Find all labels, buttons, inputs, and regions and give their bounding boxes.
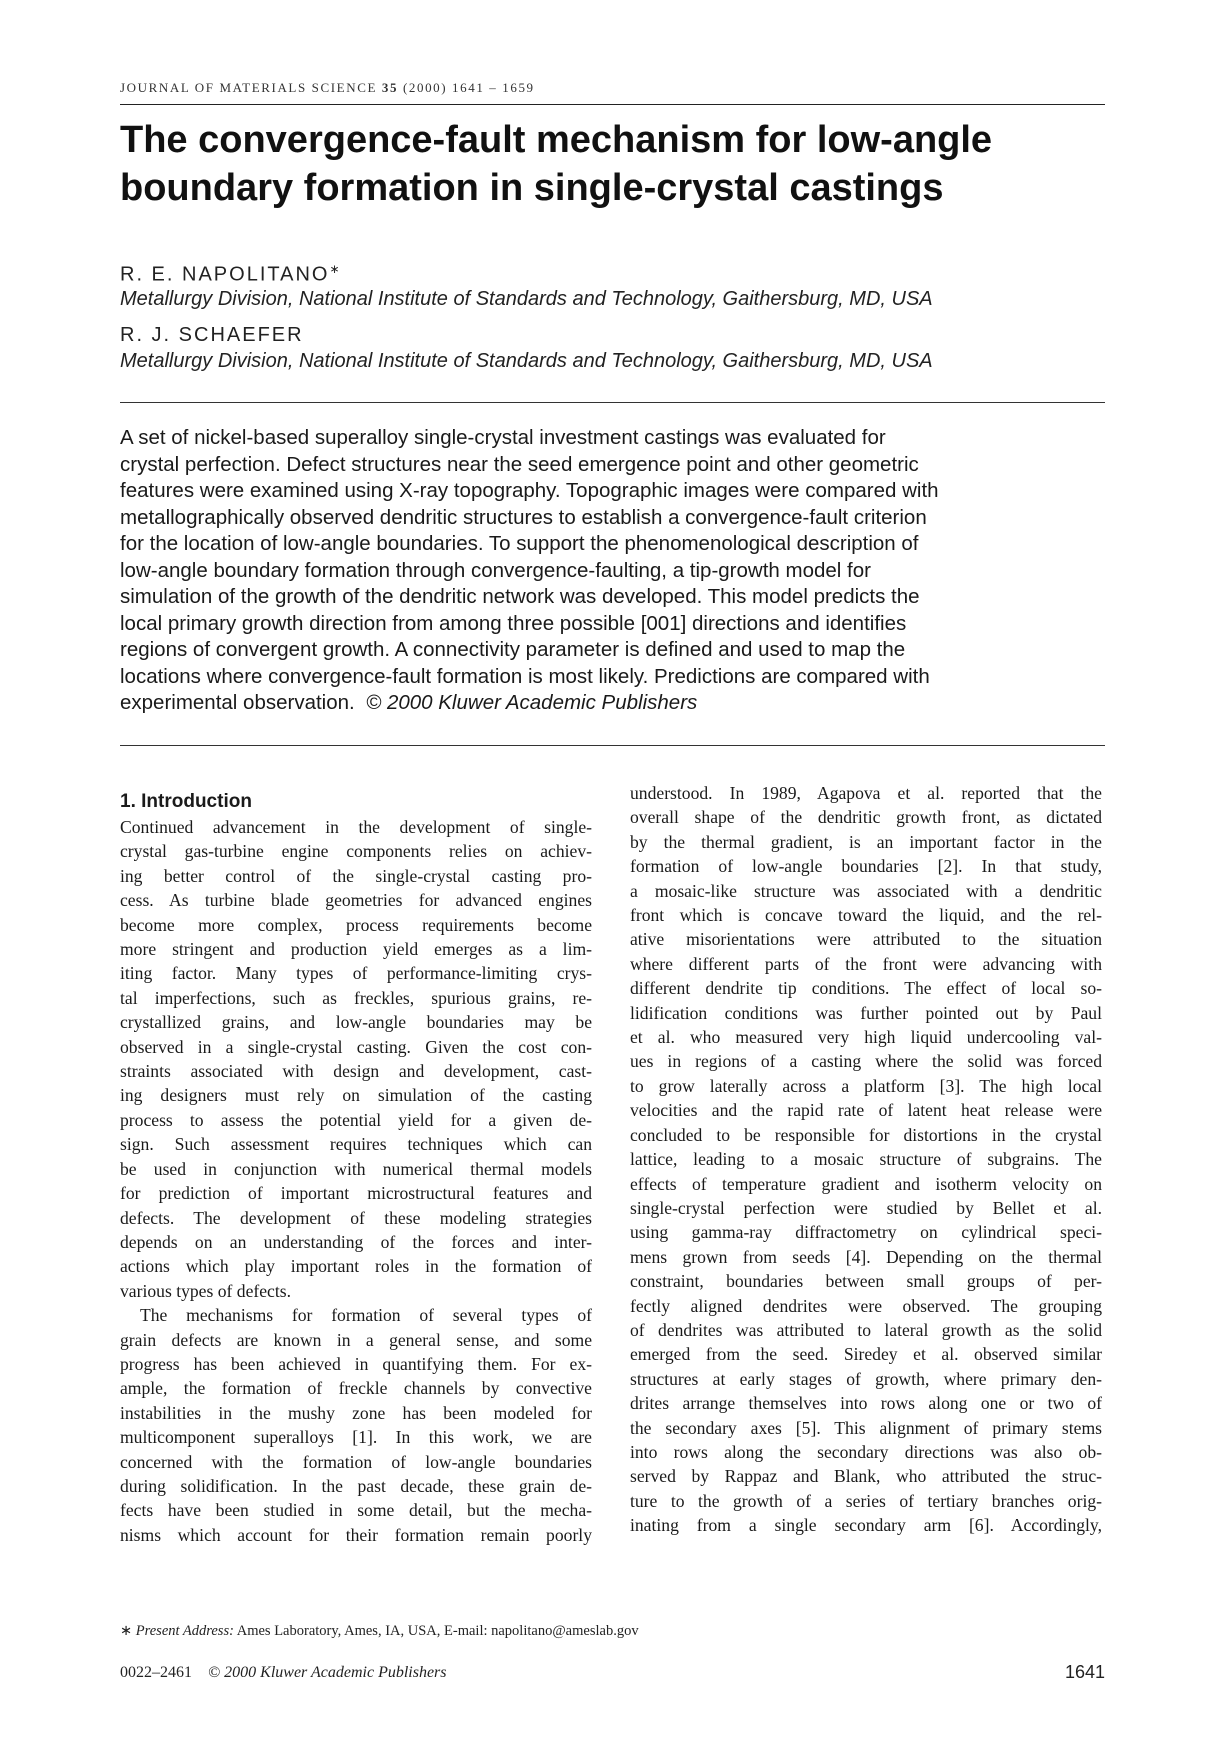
body-text-line: cess. As turbine blade geometries for advanced engines [120,890,592,911]
title-line: boundary formation in single-crystal castings [120,167,944,209]
body-text-line: straints associated with design and development, cast- [120,1061,592,1082]
body-text-line: fects have been studied in some detail, but the mecha- [120,1500,592,1521]
paper-title [120,116,1120,212]
abstract-bottom-rule [120,745,1105,746]
title-line: The convergence-fault mechanism for low-angle [120,119,993,161]
body-text-line: mens grown from seeds [4]. Depending on the thermal [630,1246,1102,1267]
body-text-line: actions which play important roles in the formation of [120,1256,592,1277]
body-text-line: concluded to be responsible for distortions in the crystal [630,1124,1102,1145]
body-text-line: into rows along the secondary directions was also ob- [630,1441,1102,1462]
author-name: R. J. SCHAEFER [120,324,304,346]
abstract-last-line [120,690,1105,717]
body-text-line: crystal gas-turbine engine components relies on achiev- [120,841,592,862]
body-text-line: ing better control of the single-crystal casting pro- [120,865,592,886]
body-text-line: understood. In 1989, Agapova et al. reported that the [630,783,1102,803]
section-heading: 1. Introduction [120,791,252,812]
body-text-line: nisms which account for their formation remain poorly [120,1524,592,1545]
journal-volume: 35 [381,80,399,95]
body-text-line: The mechanisms for formation of several types of [140,1305,592,1326]
body-text-line: be used in conjunction with numerical thermal models [120,1158,592,1179]
body-text-line: front which is concave toward the liquid, and the rel- [630,905,1102,926]
footer-issn-line [120,1664,447,1682]
body-text-line: concerned with the formation of low-angle boundaries [120,1451,592,1472]
body-text-line: process to assess the potential yield for a given de- [120,1109,592,1130]
abstract-last-text: experimental observation. [120,691,355,714]
header-rule [120,104,1105,105]
body-text-line: for prediction of important microstructural features and [120,1183,592,1204]
body-text-line: defects. The development of these modeling strategies [120,1207,592,1228]
body-text-line: sign. Such assessment requires techniques which can [120,1134,592,1155]
body-text-line: lidification conditions was further pointed out by Paul [630,1002,1102,1023]
body-text-line: fectly aligned dendrites were observed. The grouping [630,1295,1102,1316]
body-text-line: velocities and the rapid rate of latent heat release were [630,1100,1102,1121]
issn: 0022–2461 [120,1664,192,1681]
body-text-line: et al. who measured very high liquid undercooling val- [630,1027,1102,1048]
page-number: 1641 [1064,1662,1105,1682]
body-text-line: formation of low-angle boundaries [2]. In that study, [630,856,1102,877]
abstract-line: simulation of the growth of the dendritic network was developed. This model predicts the [120,585,920,608]
abstract [120,425,1105,717]
body-text-line: served by Rappaz and Blank, who attributed the struc- [630,1466,1102,1487]
body-text-line: during solidification. In the past decade, these grain de- [120,1475,592,1496]
body-text-line: ative misorientations were attributed to the situation [630,929,1102,950]
body-text-line: the secondary axes [5]. This alignment of primary stems [630,1417,1102,1438]
footnote [120,1623,1105,1640]
author-footnote-mark: ∗ [329,262,340,276]
body-text-line: more stringent and production yield emerges as a lim- [120,939,592,960]
footnote-label: Present Address: [135,1623,234,1639]
body-text-line: drites arrange themselves into rows along one or two of [630,1393,1102,1414]
abstract-line: metallographically observed dendritic structures to establish a convergence-fault criterion [120,505,927,529]
abstract-line: A set of nickel-based superalloy single-crystal investment castings was evaluated for [120,426,886,449]
author-2 [120,324,304,347]
body-text-line: ample, the formation of freckle channels by convective [120,1378,592,1399]
body-text-line: single-crystal perfection were studied by Bellet et al. [630,1197,1102,1218]
body-text-line: observed in a single-crystal casting. Given the cost con- [120,1036,592,1057]
body-text-line: become more complex, process requirements become [120,914,592,935]
body-text-line: instabilities in the mushy zone has been modeled for [120,1402,592,1423]
abstract-line: regions of convergent growth. A connectivity parameter is defined and used to map the [120,638,906,661]
body-text-line: crystallized grains, and low-angle boundaries may be [120,1012,592,1033]
journal-year-pages: (2000) 1641 – 1659 [402,80,535,95]
author-1-affiliation: Metallurgy Division, National Institute of Standards and Technology, Gaithersburg, MD, USA [120,288,933,310]
footnote-text: Ames Laboratory, Ames, IA, USA, E-mail: napolitano@ameslab.gov [236,1623,639,1639]
abstract-line: features were examined using X-ray topography. Topographic images were compared with [120,479,939,502]
body-text-line: inating from a single secondary arm [6]. Accordingly, [630,1515,1102,1536]
footnote-mark: ∗ [120,1623,133,1639]
author-name: R. E. NAPOLITANO [120,263,330,286]
body-text-line: constraint, boundaries between small groups of per- [630,1271,1102,1292]
abstract-line: local primary growth direction from among three possible [001] directions and identifies [120,611,907,635]
body-text-line: using gamma-ray diffractometry on cylindrical speci- [630,1222,1102,1243]
author-2-affiliation: Metallurgy Division, National Institute of Standards and Technology, Gaithersburg, MD, USA [120,350,933,372]
body-text-line: ture to the growth of a series of tertiary branches orig- [630,1490,1102,1511]
body-text-line: a mosaic-like structure was associated with a dendritic [630,880,1102,901]
abstract-copyright: © 2000 Kluwer Academic Publishers [366,691,698,714]
body-text-line: by the thermal gradient, is an important factor in the [630,831,1102,852]
right-column [630,781,1102,1538]
body-text-line: to grow laterally across a platform [3]. The high local [630,1075,1102,1096]
left-column [120,790,592,1547]
body-text-line: where different parts of the front were advancing with [630,953,1102,974]
author-1 [120,262,340,287]
body-text-line: iting factor. Many types of performance-limiting crys- [120,963,592,984]
body-text-line: of dendrites was attributed to lateral growth as the solid [630,1319,1102,1340]
body-text-line: tal imperfections, such as freckles, spurious grains, re- [120,987,592,1008]
body-text-line: various types of defects. [120,1280,291,1301]
abstract-line: crystal perfection. Defect structures near the seed emergence point and other geometric [120,452,919,476]
body-text-line: lattice, leading to a mosaic structure of subgrains. The [630,1149,1102,1170]
journal-name: JOURNAL OF MATERIALS SCIENCE [120,80,378,95]
body-text-line: effects of temperature gradient and isotherm velocity on [630,1173,1102,1194]
abstract-line: for the location of low-angle boundaries. To support the phenomenological description of [120,532,919,555]
body-text-line: depends on an understanding of the forces and inter- [120,1231,592,1252]
body-text-line: overall shape of the dendritic growth front, as dictated [630,807,1102,828]
body-text-line: ing designers must rely on simulation of the casting [120,1085,592,1106]
body-text-line: multicomponent superalloys [1]. In this work, we are [120,1427,592,1448]
body-text-line: emerged from the seed. Siredey et al. observed similar [630,1344,1102,1365]
abstract-line: low-angle boundary formation through convergence-faulting, a tip-growth model for [120,558,871,582]
body-text-line: Continued advancement in the development of single- [120,817,592,837]
body-text-line: grain defects are known in a general sense, and some [120,1329,592,1350]
body-text-line: ues in regions of a casting where the solid was forced [630,1051,1102,1072]
footer-copyright: © 2000 Kluwer Academic Publishers [208,1664,447,1681]
body-text-line: structures at early stages of growth, where primary den- [630,1368,1102,1389]
body-text-line: different dendrite tip conditions. The effect of local so- [630,978,1102,999]
running-head [120,80,1105,96]
abstract-line: locations where convergence-fault formation is most likely. Predictions are compared with [120,664,930,688]
body-text-line: progress has been achieved in quantifying them. For ex- [120,1353,592,1374]
abstract-top-rule [120,402,1105,403]
